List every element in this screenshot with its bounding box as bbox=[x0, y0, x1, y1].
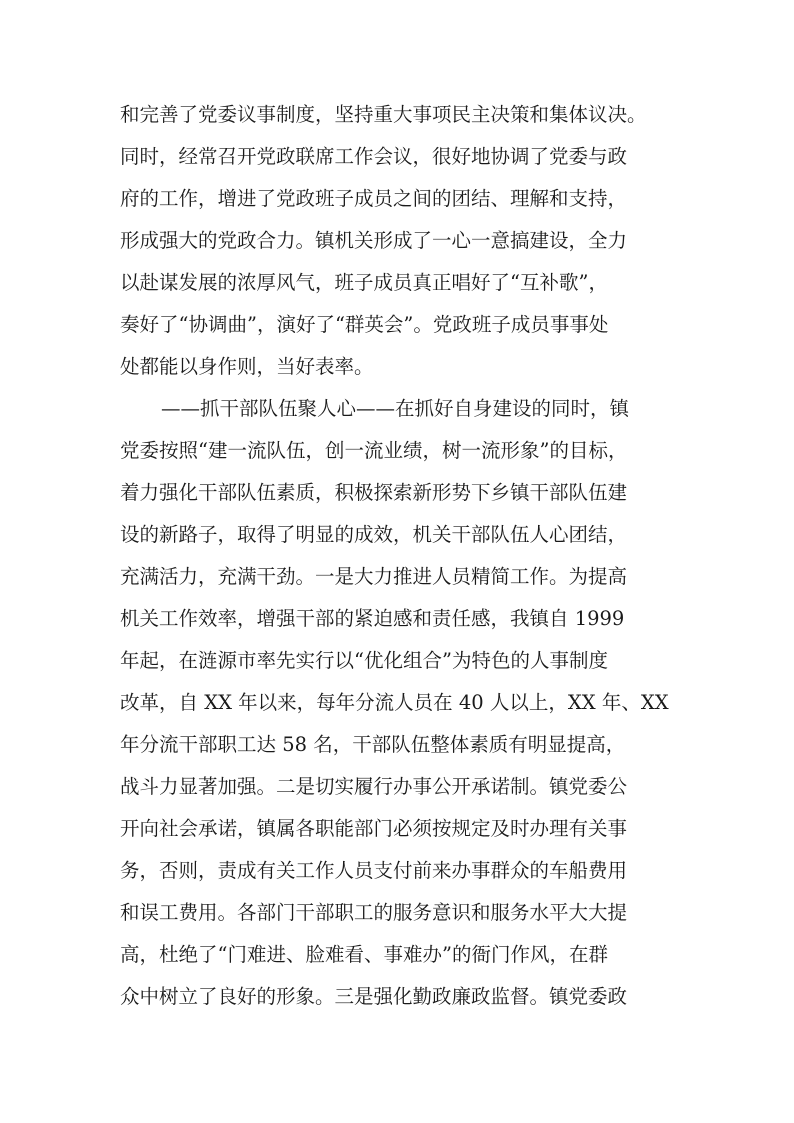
paragraph-line: 战斗力显著加强。二是切实履行办事公开承诺制。镇党委公 bbox=[120, 775, 628, 798]
paragraph-line: 同时，经常召开党政联席工作会议，很好地协调了党委与政 bbox=[120, 145, 628, 168]
paragraph-line: 开向社会承诺，镇属各职能部门必须按规定及时办理有关事 bbox=[120, 817, 628, 840]
paragraph-line: 务，否则，责成有关工作人员支付前来办事群众的车船费用 bbox=[120, 859, 628, 882]
paragraph-line: 奏好了“协调曲”，演好了“群英会”。党政班子成员事事处 bbox=[120, 313, 609, 336]
paragraph-line: 高，杜绝了“门难进、脸难看、事难办”的衙门作风，在群 bbox=[120, 943, 608, 966]
paragraph-line: ——抓干部队伍聚人心——在抓好自身建设的同时，镇 bbox=[161, 397, 630, 420]
paragraph-line: 充满活力，充满干劲。一是大力推进人员精简工作。为提高 bbox=[120, 565, 628, 588]
paragraph-line: 年起，在涟源市率先实行以“优化组合”为特色的人事制度 bbox=[120, 649, 608, 672]
paragraph-line: 改革，自 XX 年以来，每年分流人员在 40 人以上，XX 年、XX bbox=[120, 691, 669, 714]
paragraph-line: 众中树立了良好的形象。三是强化勤政廉政监督。镇党委政 bbox=[120, 985, 628, 1008]
paragraph-line: 形成强大的党政合力。镇机关形成了一心一意搞建设，全力 bbox=[120, 229, 628, 252]
paragraph-line: 处都能以身作则，当好表率。 bbox=[120, 355, 374, 378]
paragraph-line: 党委按照“建一流队伍，创一流业绩，树一流形象”的目标， bbox=[120, 439, 628, 462]
paragraph-line: 和完善了党委议事制度，坚持重大事项民主决策和集体议决。 bbox=[120, 103, 647, 126]
paragraph-line: 着力强化干部队伍素质，积极探索新形势下乡镇干部队伍建 bbox=[120, 481, 628, 504]
paragraph-line: 以赴谋发展的浓厚风气，班子成员真正唱好了“互补歌”， bbox=[120, 271, 608, 294]
paragraph-line: 设的新路子，取得了明显的成效，机关干部队伍人心团结， bbox=[120, 523, 628, 546]
paragraph-line: 和误工费用。各部门干部职工的服务意识和服务水平大大提 bbox=[120, 901, 628, 924]
paragraph-line: 府的工作，增进了党政班子成员之间的团结、理解和支持， bbox=[120, 187, 628, 210]
paragraph-line: 机关工作效率，增强干部的紧迫感和责任感，我镇自 1999 bbox=[120, 607, 625, 630]
paragraph-line: 年分流干部职工达 58 名，干部队伍整体素质有明显提高， bbox=[120, 733, 626, 756]
